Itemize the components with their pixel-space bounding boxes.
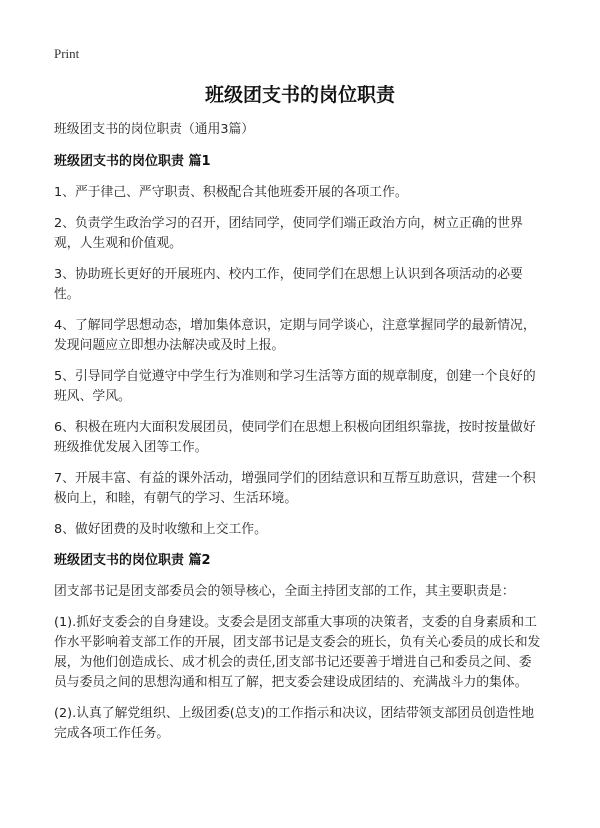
list-item: 4、了解同学思想动态，增加集体意识，定期与同学谈心，注意掌握同学的最新情况，发现问题应立即想办法解决或及时上报。 [54, 318, 536, 353]
section-1 [54, 152, 544, 540]
paragraph: 团支部书记是团支部委员会的领导核心，全面主持团支部的工作，其主要职责是： [54, 584, 515, 599]
list-item: 6、积极在班内大面积发展团员，使同学们在思想上积极向团组织靠拢，按时按量做好班级推优发展入团等工作。 [54, 420, 536, 455]
list-item: 5、引导同学自觉遵守中学生行为准则和学习生活等方面的规章制度，创建一个良好的班风、学风。 [54, 369, 536, 404]
page-title: 班级团支书的岗位职责 [204, 84, 395, 106]
list-item: 3、协助班长更好的开展班内、校内工作，使同学们在思想上认识到各项活动的必要性。 [54, 267, 523, 302]
section-2 [54, 551, 544, 744]
paragraph: (2).认真了解党组织、上级团委(总支)的工作指示和决议，团结带领支部团员创造性地完成各项工作任务。 [54, 706, 535, 741]
document-body [54, 120, 544, 755]
list-item: 8、做好团费的及时收缴和上交工作。 [54, 522, 267, 537]
list-item: 2、负责学生政治学习的召开，团结同学，使同学们端正政治方向，树立正确的世界观，人生观和价值观。 [54, 216, 523, 251]
document-subtitle: 班级团支书的岗位职责（通用3篇） [54, 122, 255, 137]
paragraph: (1).抓好支委会的自身建设。支委会是团支部重大事项的决策者，支委的自身素质和工作水平影响着支部工作的开展，团支部书记是支委会的班长，负有关心委员的成长和发展，为他们创造成长、成才机会的责任,团支部书记还要善于增进自己和委员之间、委员与委员之间的思想沟通和相互了解，把支委会建设成团结的、充满战斗力的集体。 [54, 615, 541, 690]
section-heading: 班级团支书的岗位职责 篇2 [54, 553, 211, 568]
list-item: 1、严于律己、严守职责、积极配合其他班委开展的各项工作。 [54, 185, 408, 200]
print-label: Print [54, 46, 80, 61]
list-item: 7、开展丰富、有益的课外活动，增强同学们的团结意识和互帮互助意识，营建一个积极向上，和睦，有朝气的学习、生活环境。 [54, 471, 536, 506]
section-heading: 班级团支书的岗位职责 篇1 [54, 154, 211, 169]
